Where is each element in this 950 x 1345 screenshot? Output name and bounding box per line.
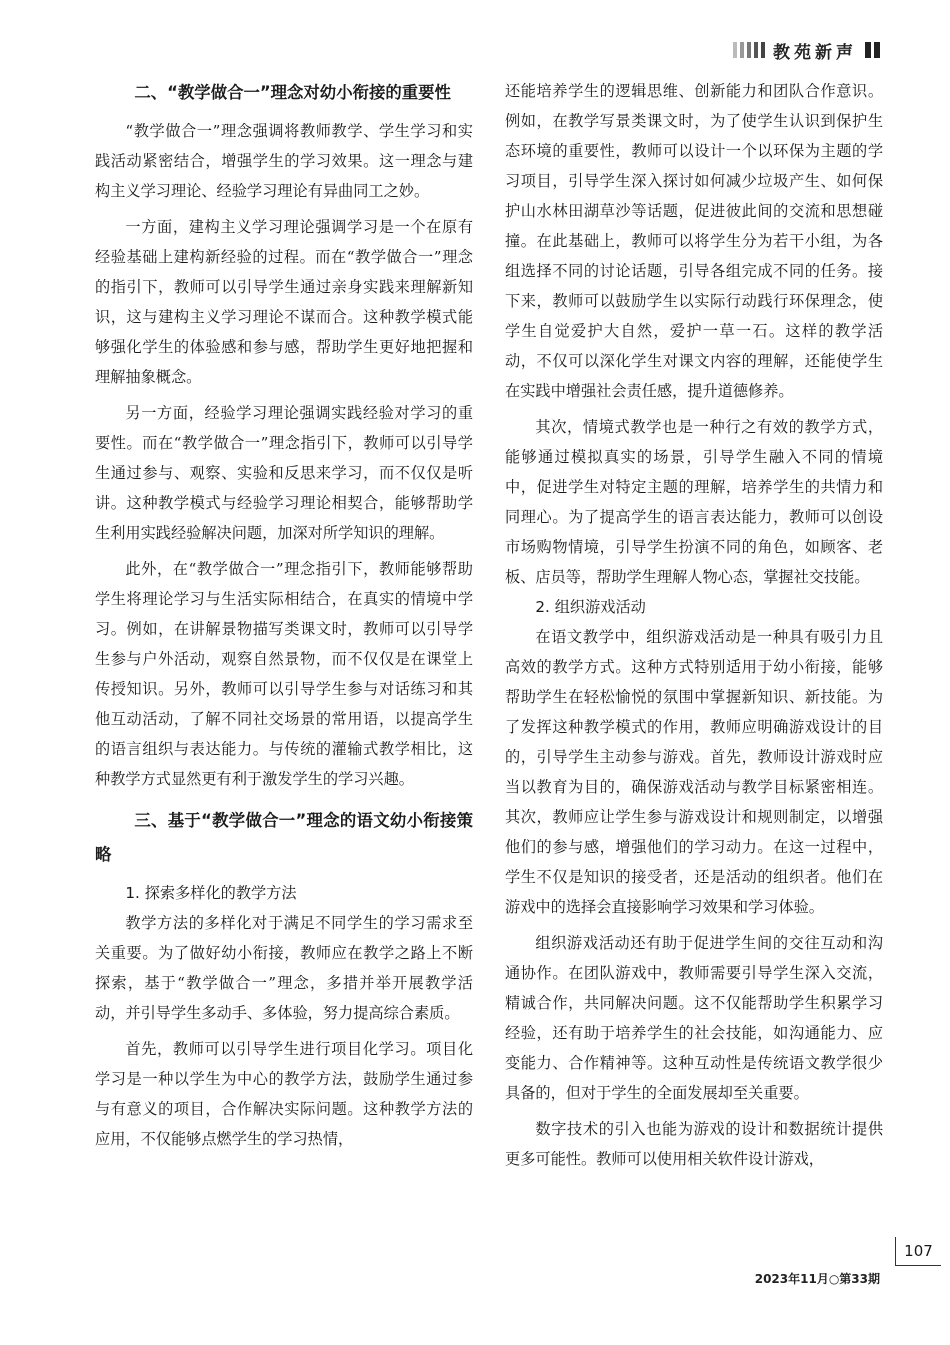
subheading-2: 2. 组织游戏活动 (535, 598, 646, 616)
section-heading-2: 二、“教学做合一”理念对幼小衔接的重要性 (134, 83, 451, 102)
paragraph: 其次，情境式教学也是一种行之有效的教学方式，能够通过模拟真实的场景，引导学生融入不同的情境中，促进学生对特定主题的理解，培养学生的共情力和同理心。为了提高学生的语言表达能力，教师可以创设市场购物情境，引导学生扮演不同的角色，如顾客、老板、店员等，帮助学生理解人物心态，掌握社交技能。 (505, 418, 883, 586)
paragraph: 还能培养学生的逻辑思维、创新能力和团队合作意识。例如，在教学写景类课文时，为了使学生认识到保护生态环境的重要性，教师可以设计一个以环保为主题的学习项目，引导学生深入探讨如何减少垃圾产生、如何保护山水林田湖草沙等话题，促进彼此间的交流和思想碰撞。在此基础上，教师可以将学生分为若干小组，为各组选择不同的讨论话题，引导各组完成不同的任务。接下来，教师可以鼓励学生以实际行动践行环保理念，使学生自觉爱护大自然，爱护一草一石。这样的教学活动，不仅可以深化学生对课文内容的理解，还能使学生在实践中增强社会责任感，提升道德修养。 (505, 82, 883, 400)
paragraph: “教学做合一”理念强调将教师教学、学生学习和实践活动紧密结合，增强学生的学习效果。这一理念与建构主义学习理论、经验学习理论有异曲同工之妙。 (95, 122, 473, 200)
paragraph: 组织游戏活动还有助于促进学生间的交往互动和沟通协作。在团队游戏中，教师需要引导学生深入交流，精诚合作，共同解决问题。这不仅能帮助学生积累学习经验，还有助于培养学生的社会技能，如沟通能力、应变能力、合作精神等。这种互动性是传统语文教学很少具备的，但对于学生的全面发展却至关重要。 (505, 934, 883, 1102)
right-column (505, 76, 883, 1174)
section-name: 教苑新声 (773, 42, 857, 63)
header-bars-left-icon (733, 42, 765, 58)
paragraph: 一方面，建构主义学习理论强调学习是一个在原有经验基础上建构新经验的过程。而在“教学做合一”理念的指引下，教师可以引导学生通过亲身实践来理解新知识，这与建构主义学习理论不谋而合。这种教学模式能够强化学生的体验感和参与感，帮助学生更好地把握和理解抽象概念。 (95, 218, 473, 386)
page-number: 107 (895, 1237, 941, 1266)
paragraph: 教学方法的多样化对于满足不同学生的学习需求至关重要。为了做好幼小衔接，教师应在教学之路上不断探索，基于“教学做合一”理念，多措并举开展教学活动，并引导学生多动手、多体验，努力提高综合素质。 (95, 914, 473, 1022)
left-column (95, 76, 473, 1154)
subheading-1: 1. 探索多样化的教学方法 (125, 884, 297, 902)
paragraph: 此外，在“教学做合一”理念指引下，教师能够帮助学生将理论学习与生活实际相结合，在真实的情境中学习。例如，在讲解景物描写类课文时，教师可以引导学生参与户外活动，观察自然景物，而不仅仅是在课堂上传授知识。另外，教师可以引导学生参与对话练习和其他互动活动，了解不同社交场景的常用语，以提高学生的语言组织与表达能力。与传统的灌输式教学相比，这种教学方式显然更有利于激发学生的学习兴趣。 (95, 560, 473, 788)
paragraph: 另一方面，经验学习理论强调实践经验对学习的重要性。而在“教学做合一”理念指引下，教师可以引导学生通过参与、观察、实验和反思来学习，而不仅仅是听讲。这种教学模式与经验学习理论相契合，能够帮助学生利用实践经验解决问题，加深对所学知识的理解。 (95, 404, 473, 542)
paragraph: 首先，教师可以引导学生进行项目化学习。项目化学习是一种以学生为中心的教学方法，鼓励学生通过参与有意义的项目，合作解决实际问题。这种教学方法的应用，不仅能够点燃学生的学习热情， (95, 1040, 473, 1148)
running-header (733, 36, 880, 64)
section-heading-3: 三、基于“教学做合一”理念的语文幼小衔接策略 (95, 811, 473, 864)
paragraph: 在语文教学中，组织游戏活动是一种具有吸引力且高效的教学方式。这种方式特别适用于幼小衔接，能够帮助学生在轻松愉悦的氛围中掌握新知识、新技能。为了发挥这种教学模式的作用，教师应明确游戏设计的目的，引导学生主动参与游戏。首先，教师设计游戏时应当以教育为目的，确保游戏活动与教学目标紧密相连。其次，教师应让学生参与游戏设计和规则制定，以增强他们的参与感，增强他们的学习动力。在这一过程中，学生不仅是知识的接受者，还是活动的组织者。他们在游戏中的选择会直接影响学习效果和学习体验。 (505, 628, 883, 916)
header-bars-right-icon (865, 42, 880, 58)
paragraph: 数字技术的引入也能为游戏的设计和数据统计提供更多可能性。教师可以使用相关软件设计游戏， (505, 1120, 883, 1168)
issue-info: 2023年11月○第33期 (754, 1272, 880, 1286)
